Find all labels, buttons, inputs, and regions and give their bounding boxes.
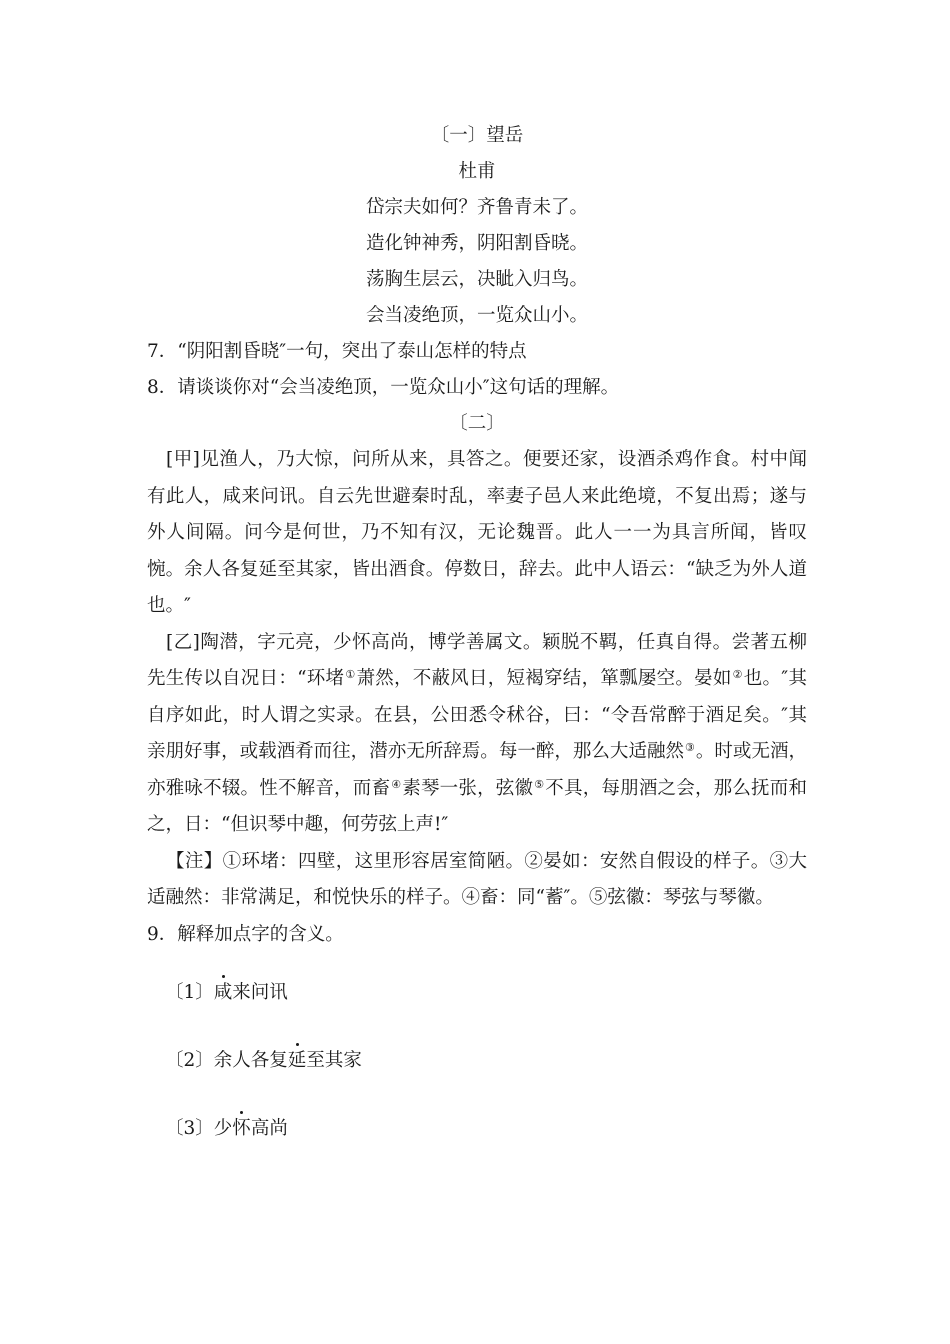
sub-question-number: 〔1〕 <box>165 981 214 1003</box>
sub-question-text: 余人各复 <box>213 1049 288 1071</box>
passage-yi-text: [乙]陶潜，字元亮，少怀高尚，博学善属文。颖脱不羁，任真自得。尝著五柳先生传以自况日：“环堵 <box>147 631 807 689</box>
question-7: 7．“阴阳割昏晓″一句，突出了泰山怎样的特点 <box>147 341 527 362</box>
sub-question-text: 少 <box>213 1117 233 1139</box>
poem-line: 荡胸生层云，决眦入归鸟。 <box>365 269 588 290</box>
poem-author: 杜甫 <box>458 161 496 182</box>
poem-line: 造化钟神秀，阴阳割昏晓。 <box>365 233 588 254</box>
sub-question-text: 高尚 <box>250 1117 288 1139</box>
footnote-mark: ③ <box>685 741 695 754</box>
sub-question-number: 〔3〕 <box>165 1117 214 1139</box>
passage-yi-text: 。时或无酒，亦雅咏不辍。性不解音，而畜 <box>147 741 807 799</box>
passage-yi-text: 不具，每朋酒之会，那么抚而和之，日：“但识琴中趣，何劳弦上声!″ <box>147 777 807 835</box>
poem-title: 〔一〕望岳 <box>430 125 524 146</box>
footnote-mark: ④ <box>391 777 402 791</box>
sub-question-text: 来问讯 <box>232 981 288 1003</box>
dotted-character: 咸 <box>214 959 233 1027</box>
footnote-mark: ② <box>732 668 743 681</box>
sub-question-number: 〔2〕 <box>165 1049 214 1071</box>
poem-line: 会当凌绝顶，一览众山小。 <box>365 305 588 326</box>
passage-yi <box>147 625 807 844</box>
footnote-mark: ① <box>345 668 356 681</box>
sub-question-text: 至其家 <box>306 1049 362 1071</box>
poem-line: 岱宗夫如何？齐鲁青未了。 <box>365 197 588 218</box>
question-8: 8．请谈谈你对“会当凌绝顶，一览众山小″这句话的理解。 <box>147 377 620 398</box>
document-page <box>147 118 807 1163</box>
question-9: 9．解释加点字的含义。 <box>147 923 344 945</box>
passage-yi-text: 素琴一张，弦徽 <box>402 777 534 799</box>
sub-question-2 <box>147 1027 807 1095</box>
passage-yi-text: 也。″其自序如此，时人谓之实录。在县，公田悉令秫谷，曰：“令吾常醉于酒足矣。″其亲朋好事，或载酒肴而往，潜亦无所辞焉。每一醉，那么大适融然 <box>147 668 807 762</box>
passage-jia: [甲]见渔人，乃大惊，问所从来，具答之。便要还家，设酒杀鸡作食。村中闻有此人，咸来问讯。自云先世避秦时乱，率妻子邑人来此绝境，不复出焉；遂与外人间隔。问今是何世，乃不知有汉，无论魏晋。此人一一为具言所闻，皆叹惋。余人各复延至其家，皆出酒食。停数日，辞去。此中人语云：“缺乏为外人道也。″ <box>147 449 807 616</box>
sub-question-3 <box>147 1095 807 1163</box>
sub-question-1 <box>147 959 807 1027</box>
dotted-character: 怀 <box>232 1095 251 1163</box>
passage-yi-text: 萧然，不蔽风日，短褐穿结，箪瓢屡空。晏如 <box>356 668 732 689</box>
dotted-character: 延 <box>288 1027 307 1095</box>
footnote-mark: ⑤ <box>534 777 545 791</box>
section-2-title: 〔二〕 <box>449 413 505 434</box>
annotation-note: 【注】①环堵：四壁，这里形容居室简陋。②晏如：安然自假设的样子。③大适融然：非常满足，和悦快乐的样子。④畜：同“蓄″。⑤弦徽：琴弦与琴徽。 <box>147 850 807 908</box>
